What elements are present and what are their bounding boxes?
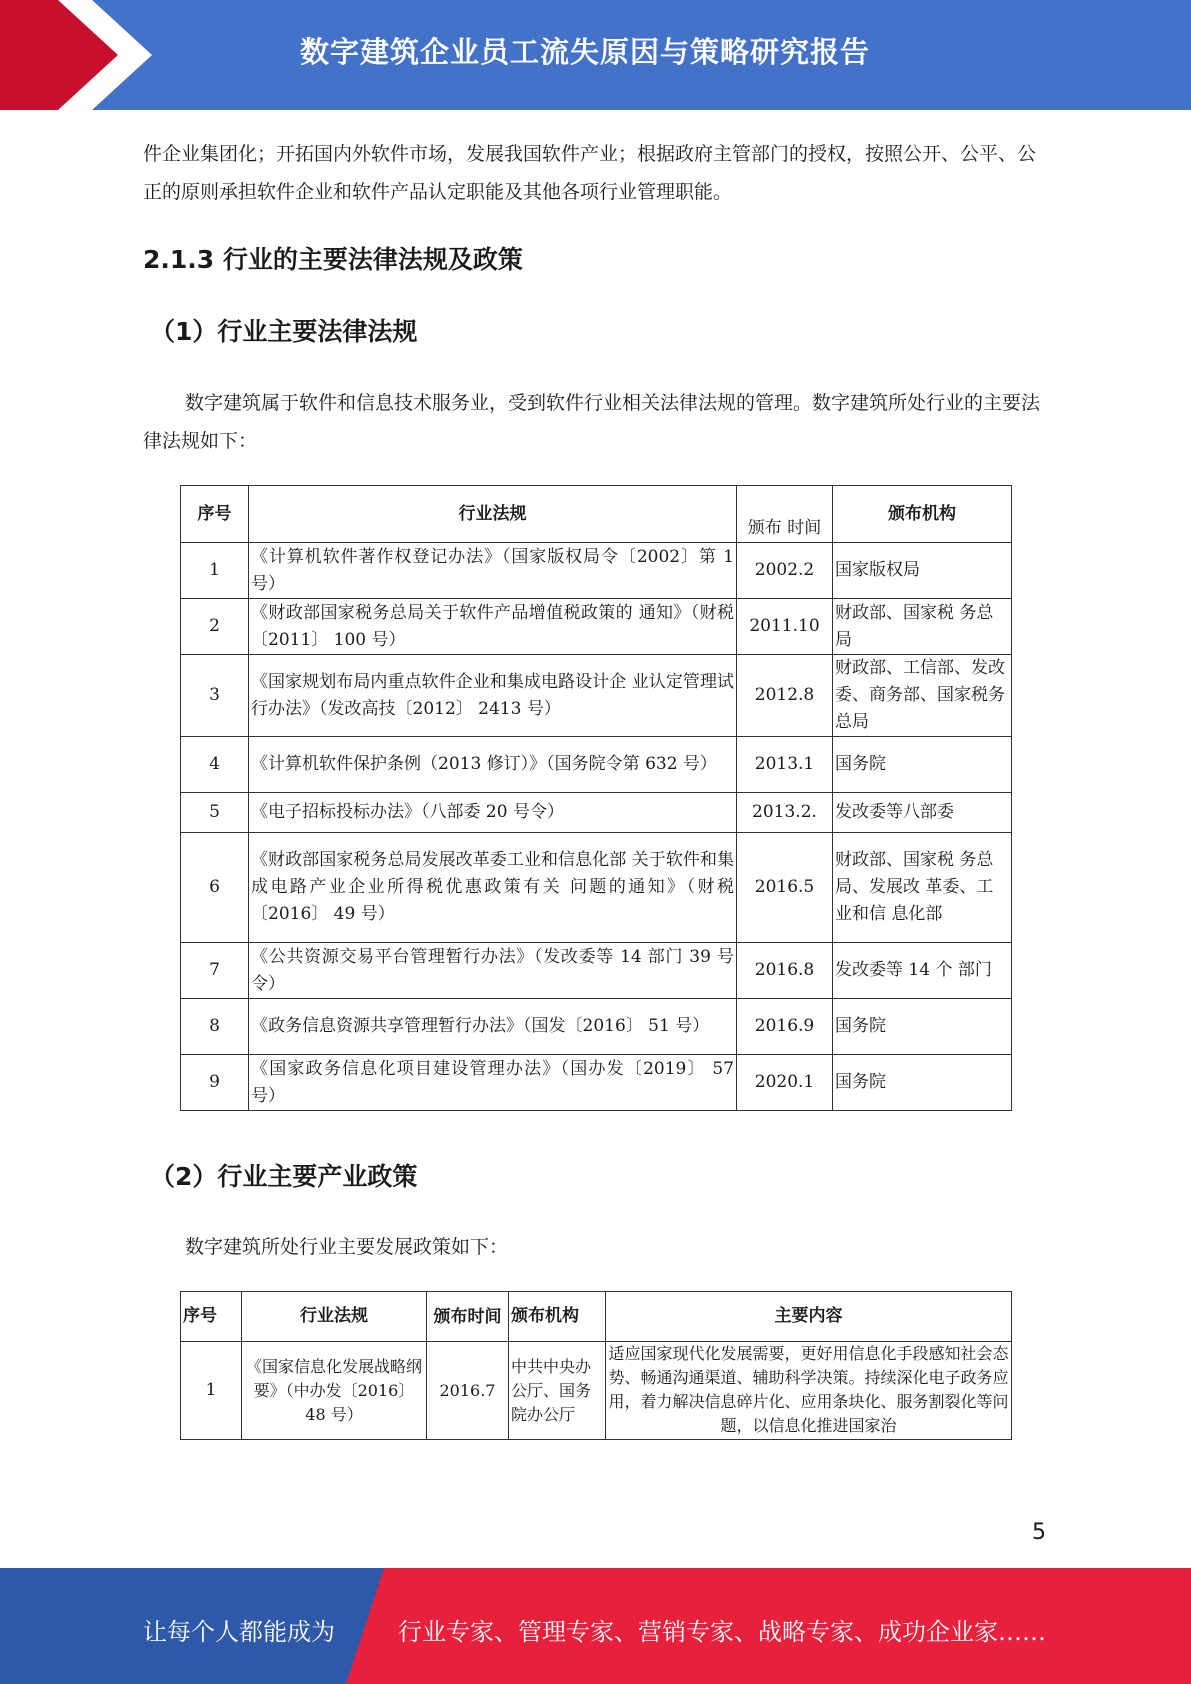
header-cell: 行业法规 — [249, 486, 737, 543]
row-index: 7 — [181, 943, 249, 999]
header-cell: 行业法规 — [242, 1292, 427, 1342]
table-row — [181, 1342, 1012, 1440]
row-date: 2016.5 — [737, 833, 833, 943]
row-agency: 财政部、工信部、发改委、商务部、国家税务总局 — [833, 655, 1012, 737]
row-law: 《国家规划布局内重点软件企业和集成电路设计企 业认定管理试行办法》（发改高技〔2012〕 2413 号） — [249, 655, 737, 737]
row-law: 《政务信息资源共享管理暂行办法》（国发〔2016〕 51 号） — [249, 999, 737, 1055]
table-header-row — [181, 486, 1012, 543]
row-index: 2 — [181, 599, 249, 655]
table-header-row — [181, 1292, 1012, 1342]
table-row — [181, 543, 1012, 599]
row-date: 2016.9 — [737, 999, 833, 1055]
row-date: 2002.2 — [737, 543, 833, 599]
row-content: 适应国家现代化发展需要，更好用信息化手段感知社会态势、畅通沟通渠道、辅助科学决策。持续深化电子政务应用，着力解决信息碎片化、应用条块化、服务割裂化等问题，以信息化推进国家治 — [606, 1342, 1012, 1440]
page-number: 5 — [1032, 1520, 1046, 1545]
row-law: 《公共资源交易平台管理暂行办法》（发改委等 14 部门 39 号令） — [249, 943, 737, 999]
row-agency: 国务院 — [833, 1055, 1012, 1111]
table-row — [181, 655, 1012, 737]
row-law: 《电子招标投标办法》（八部委 20 号令） — [249, 793, 737, 833]
row-index: 8 — [181, 999, 249, 1055]
row-agency: 财政部、国家税 务总局 — [833, 599, 1012, 655]
intro-paragraph: 件企业集团化；开拓国内外软件市场，发展我国软件产业；根据政府主管部门的授权，按照公开、公平、公正的原则承担软件企业和软件产品认定职能及其他各项行业管理职能。 — [143, 143, 1037, 203]
row-date: 2020.1 — [737, 1055, 833, 1111]
row-date: 2013.1 — [737, 737, 833, 793]
row-law: 《财政部国家税务总局发展改革委工业和信息化部 关于软件和集成电路产业企业所得税优惠政策有关 问题的通知》（财税〔2016〕 49 号） — [249, 833, 737, 943]
row-index: 4 — [181, 737, 249, 793]
table-row — [181, 599, 1012, 655]
row-agency: 财政部、国家税 务总局、发展改 革委、工业和信 息化部 — [833, 833, 1012, 943]
footer-slogan-left: 让每个人都能成为 — [143, 1618, 335, 1646]
row-agency: 发改委等 14 个 部门 — [833, 943, 1012, 999]
policies-heading: （2）行业主要产业政策 — [150, 1162, 418, 1191]
row-agency: 国务院 — [833, 999, 1012, 1055]
row-law: 《计算机软件保护条例（2013 修订）》（国务院令第 632 号） — [249, 737, 737, 793]
header-cell: 颁布 时间 — [737, 486, 833, 543]
row-date: 2013.2. — [737, 793, 833, 833]
row-agency: 国家版权局 — [833, 543, 1012, 599]
page-footer — [0, 1568, 1191, 1684]
row-index: 5 — [181, 793, 249, 833]
header-cell: 主要内容 — [606, 1292, 1012, 1342]
table-row — [181, 1055, 1012, 1111]
row-law: 《国家信息化发展战略纲要》（中办发〔2016〕 48 号） — [242, 1342, 427, 1440]
row-index: 3 — [181, 655, 249, 737]
laws-intro: 数字建筑属于软件和信息技术服务业，受到软件行业相关法律法规的管理。数字建筑所处行业的主要法律法规如下： — [143, 392, 1041, 452]
row-date: 2012.8 — [737, 655, 833, 737]
policies-intro: 数字建筑所处行业主要发展政策如下： — [185, 1236, 509, 1258]
row-date: 2016.8 — [737, 943, 833, 999]
table-row — [181, 737, 1012, 793]
row-agency: 中共中央办公厅、国务院办公厅 — [509, 1342, 606, 1440]
row-law: 《国家政务信息化项目建设管理办法》（国办发〔2019〕 57 号） — [249, 1055, 737, 1111]
footer-slogan-right: 行业专家、管理专家、营销专家、战略专家、成功企业家…… — [398, 1618, 1046, 1646]
header-cell: 序号 — [181, 486, 249, 543]
table-row — [181, 793, 1012, 833]
policies-table — [180, 1291, 1012, 1440]
row-agency: 国务院 — [833, 737, 1012, 793]
table-row — [181, 943, 1012, 999]
row-index: 6 — [181, 833, 249, 943]
row-index: 1 — [181, 1342, 242, 1440]
row-law: 《财政部国家税务总局关于软件产品增值税政策的 通知》（财税〔2011〕 100 号） — [249, 599, 737, 655]
row-date: 2016.7 — [427, 1342, 509, 1440]
table-row — [181, 999, 1012, 1055]
header-cell: 颁布机构 — [833, 486, 1012, 543]
header-cell: 颁布时间 — [427, 1292, 509, 1342]
laws-table — [180, 485, 1012, 1111]
row-date: 2011.10 — [737, 599, 833, 655]
page-header — [0, 0, 1191, 110]
row-agency: 发改委等八部委 — [833, 793, 1012, 833]
row-law: 《计算机软件著作权登记办法》（国家版权局令〔2002〕第 1 号） — [249, 543, 737, 599]
row-index: 1 — [181, 543, 249, 599]
table-row — [181, 833, 1012, 943]
header-title: 数字建筑企业员工流失原因与策略研究报告 — [300, 35, 871, 69]
header-cell: 序号 — [181, 1292, 242, 1342]
laws-heading: （1）行业主要法律法规 — [150, 317, 418, 346]
section-heading: 2.1.3 行业的主要法律法规及政策 — [143, 245, 523, 274]
header-cell: 颁布机构 — [509, 1292, 606, 1342]
row-index: 9 — [181, 1055, 249, 1111]
